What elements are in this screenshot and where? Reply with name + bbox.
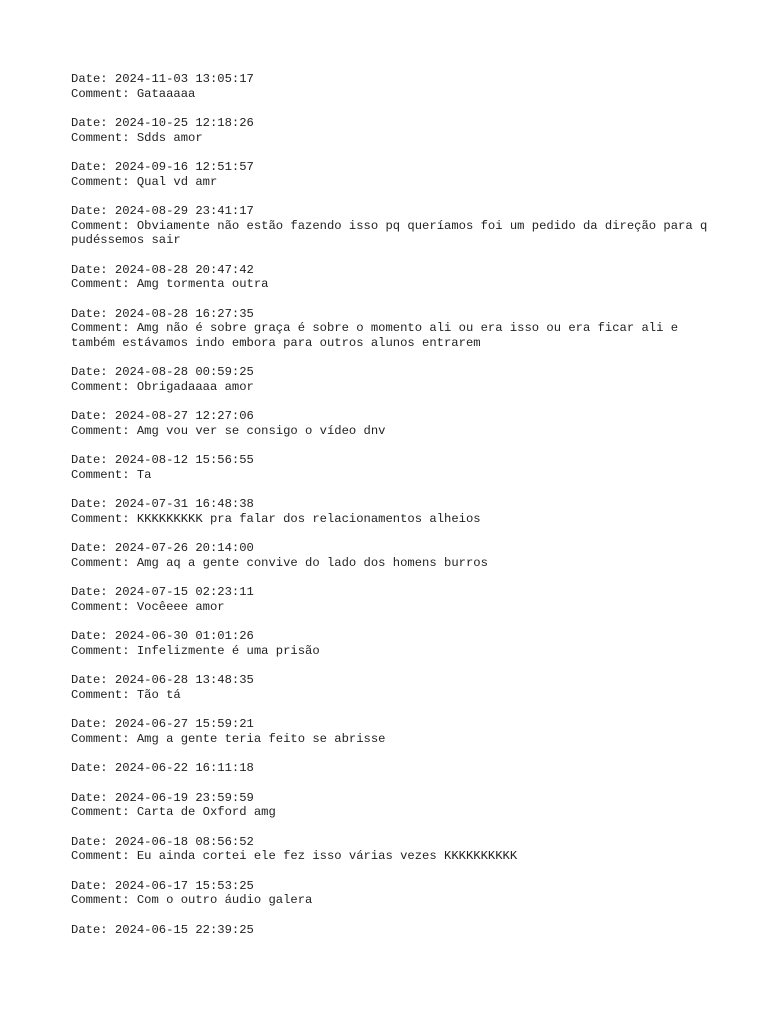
date-value: 2024-06-22 16:11:18 xyxy=(114,761,254,776)
entry-date xyxy=(71,717,711,732)
entry-comment xyxy=(71,468,711,483)
entry-date xyxy=(71,453,711,468)
entry-date xyxy=(71,835,711,850)
date-label: Date: xyxy=(71,834,115,849)
entry-comment xyxy=(71,556,711,571)
date-value: 2024-08-29 23:41:17 xyxy=(114,204,254,218)
log-entry xyxy=(71,791,711,820)
entry-date xyxy=(71,923,711,938)
entry-comment xyxy=(71,600,711,615)
entry-date xyxy=(71,761,711,776)
comment-text: Amg aq a gente convive do lado dos homens burros xyxy=(136,556,488,571)
date-label: Date: xyxy=(71,72,115,86)
date-value: 2024-07-26 20:14:00 xyxy=(114,541,254,556)
comment-label: Comment: xyxy=(71,380,137,395)
date-value: 2024-08-28 20:47:42 xyxy=(114,262,254,277)
entry-date xyxy=(71,365,711,380)
entry-comment xyxy=(71,644,711,659)
comment-text: Gataaaaa xyxy=(136,86,196,101)
comment-label: Comment: xyxy=(71,277,137,292)
date-label: Date: xyxy=(71,673,115,688)
entry-comment xyxy=(71,321,711,350)
entry-date xyxy=(71,204,711,219)
date-label: Date: xyxy=(71,585,115,600)
comment-label: Comment: xyxy=(71,468,137,483)
date-label: Date: xyxy=(71,306,115,321)
log-entry xyxy=(71,72,711,101)
date-label: Date: xyxy=(71,160,115,174)
comment-label: Comment: xyxy=(71,732,137,747)
entry-date xyxy=(71,879,711,894)
log-entry xyxy=(71,263,711,292)
entry-comment xyxy=(71,87,711,102)
date-value: 2024-06-15 22:39:25 xyxy=(114,922,254,937)
date-label: Date: xyxy=(71,409,115,424)
log-entry xyxy=(71,541,711,570)
comment-text: Qual vd amr xyxy=(136,174,218,189)
date-label: Date: xyxy=(71,878,115,893)
log-entry xyxy=(71,204,715,248)
date-value: 2024-06-30 01:01:26 xyxy=(114,629,254,644)
date-value: 2024-11-03 13:05:17 xyxy=(114,72,254,86)
comment-text: KKKKKKKKK pra falar dos relacionamentos alheios xyxy=(136,512,481,527)
entry-date xyxy=(71,673,711,688)
comment-label: Comment: xyxy=(71,556,137,571)
log-entry xyxy=(71,879,711,908)
date-label: Date: xyxy=(71,717,115,732)
comment-label: Comment: xyxy=(71,512,137,527)
comment-text: Amg a gente teria feito se abrisse xyxy=(136,732,386,747)
date-value: 2024-07-31 16:48:38 xyxy=(114,497,254,512)
entry-comment xyxy=(71,424,711,439)
log-entry xyxy=(71,307,711,351)
entry-comment xyxy=(71,277,711,292)
comment-label: Comment: xyxy=(71,424,137,439)
comment-label: Comment: xyxy=(71,644,137,659)
comment-text: Eu ainda cortei ele fez isso várias vezes KKKKKKKKKK xyxy=(136,849,518,864)
comment-label: Comment: xyxy=(71,218,137,233)
date-value: 2024-06-18 08:56:52 xyxy=(114,834,254,849)
date-value: 2024-06-19 23:59:59 xyxy=(114,790,254,805)
entry-date xyxy=(71,160,711,175)
comment-log xyxy=(71,72,715,952)
comment-text: Obrigadaaaa amor xyxy=(136,380,254,395)
entry-comment xyxy=(71,849,711,864)
entry-date xyxy=(71,409,711,424)
date-label: Date: xyxy=(71,453,115,468)
comment-label: Comment: xyxy=(71,849,137,864)
log-entry xyxy=(71,585,711,614)
comment-label: Comment: xyxy=(71,86,137,101)
log-entry xyxy=(71,116,711,145)
entry-date xyxy=(71,72,711,87)
log-entry xyxy=(71,409,711,438)
log-entry xyxy=(71,717,711,746)
log-entry xyxy=(71,365,711,394)
comment-label: Comment: xyxy=(71,130,137,145)
date-label: Date: xyxy=(71,262,115,277)
comment-label: Comment: xyxy=(71,688,137,703)
date-label: Date: xyxy=(71,629,115,644)
date-value: 2024-07-15 02:23:11 xyxy=(114,585,254,600)
date-value: 2024-10-25 12:18:26 xyxy=(114,116,254,130)
date-label: Date: xyxy=(71,541,115,556)
entry-comment xyxy=(71,512,711,527)
comment-text: Amg tormenta outra xyxy=(136,277,269,292)
entry-comment xyxy=(71,218,715,248)
comment-text: Carta de Oxford amg xyxy=(136,805,276,820)
entry-date xyxy=(71,629,711,644)
entry-date xyxy=(71,585,711,600)
entry-comment xyxy=(71,175,711,190)
entry-date xyxy=(71,541,711,556)
entry-comment xyxy=(71,688,711,703)
comment-text: Vocêeee amor xyxy=(136,600,225,615)
comment-text: Sdds amor xyxy=(136,130,203,145)
comment-text: Ta xyxy=(136,468,152,483)
date-value: 2024-09-16 12:51:57 xyxy=(114,160,254,174)
date-value: 2024-08-28 16:27:35 xyxy=(114,306,254,321)
date-label: Date: xyxy=(71,365,115,380)
entry-date xyxy=(71,116,711,131)
date-label: Date: xyxy=(71,761,115,776)
log-entry xyxy=(71,160,711,189)
log-entry xyxy=(71,835,711,864)
log-entry xyxy=(71,497,711,526)
entry-comment xyxy=(71,380,711,395)
comment-label: Comment: xyxy=(71,600,137,615)
entry-comment xyxy=(71,732,711,747)
comment-label: Comment: xyxy=(71,321,137,336)
comment-text: Amg vou ver se consigo o vídeo dnv xyxy=(136,424,386,439)
date-value: 2024-06-27 15:59:21 xyxy=(114,717,254,732)
entry-date xyxy=(71,791,711,806)
date-value: 2024-06-17 15:53:25 xyxy=(114,878,254,893)
comment-label: Comment: xyxy=(71,805,137,820)
comment-label: Comment: xyxy=(71,893,137,908)
entry-date xyxy=(71,307,711,322)
comment-text: Infelizmente é uma prisão xyxy=(136,644,320,659)
comment-text: Com o outro áudio galera xyxy=(136,893,313,908)
log-entry xyxy=(71,629,711,658)
log-entry xyxy=(71,923,711,938)
date-label: Date: xyxy=(71,116,115,130)
date-value: 2024-08-12 15:56:55 xyxy=(114,453,254,468)
log-entry xyxy=(71,761,711,776)
entry-date xyxy=(71,497,711,512)
comment-text: Tão tá xyxy=(136,688,181,703)
entry-comment xyxy=(71,805,711,820)
date-label: Date: xyxy=(71,922,115,937)
date-label: Date: xyxy=(71,497,115,512)
date-value: 2024-08-27 12:27:06 xyxy=(114,409,254,424)
comment-text: Amg não é sobre graça é sobre o momento ali ou era isso ou era ficar ali e também estávamos indo embora para outros alunos entrarem xyxy=(71,321,686,351)
comment-text: Obviamente não estão fazendo isso pq queríamos foi um pedido da direção para q pudéssemos sair xyxy=(71,218,715,248)
comment-label: Comment: xyxy=(71,174,137,189)
log-entry xyxy=(71,673,711,702)
entry-comment xyxy=(71,131,711,146)
log-entry xyxy=(71,453,711,482)
date-value: 2024-08-28 00:59:25 xyxy=(114,365,254,380)
date-value: 2024-06-28 13:48:35 xyxy=(114,673,254,688)
date-label: Date: xyxy=(71,204,115,218)
date-label: Date: xyxy=(71,790,115,805)
entry-comment xyxy=(71,893,711,908)
entry-date xyxy=(71,263,711,278)
